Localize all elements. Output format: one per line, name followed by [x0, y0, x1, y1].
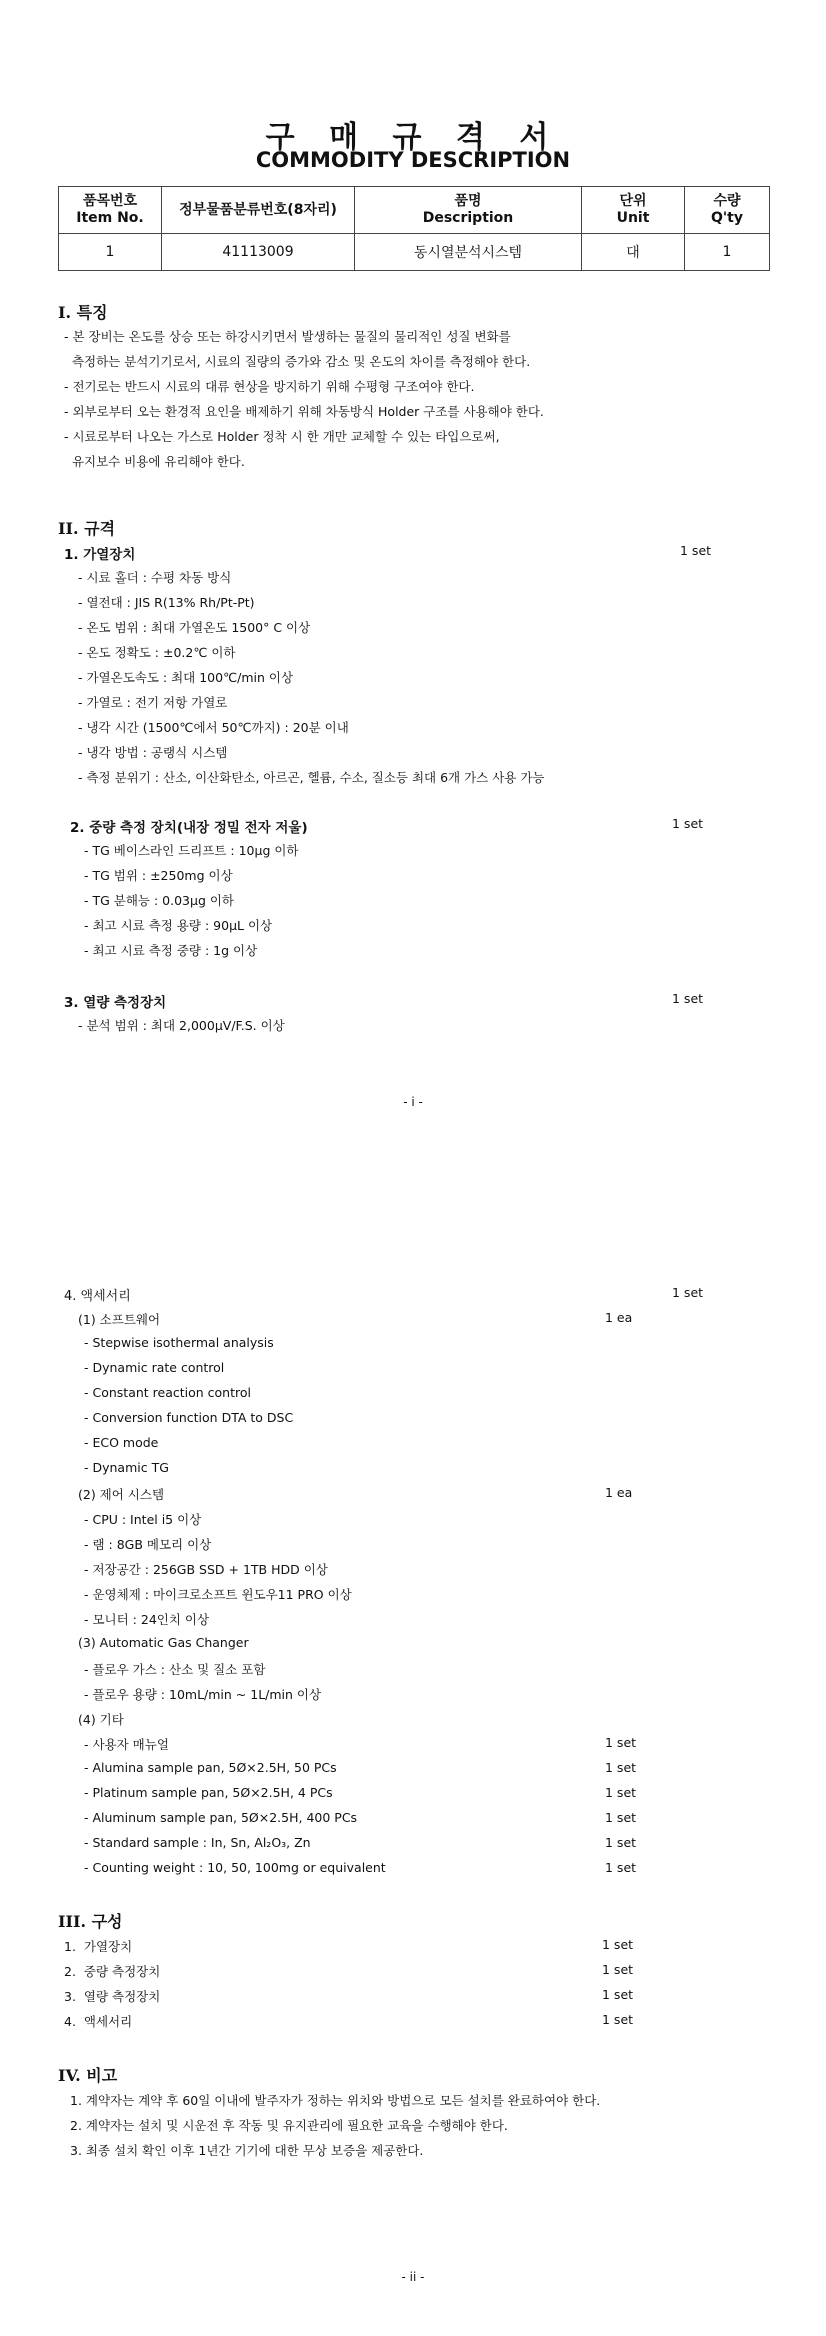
composition-item-qty: 1 set [602, 1987, 634, 2002]
features-line: - 시료로부터 나오는 가스로 Holder 정착 시 한 개만 교체할 수 있는 타입으로써, [64, 429, 500, 444]
etc-item-qty: 1 set [605, 1735, 637, 1750]
etc-item: - Standard sample : In, Sn, Al₂O₃, Zn [84, 1835, 311, 1850]
weight-line: - 최고 시료 측정 용량 : 90μL 이상 [84, 918, 273, 933]
remarks-line: 1. 계약자는 계약 후 60일 이내에 발주자가 정하는 위치와 방법으로 모든 설치를 완료하여야 한다. [70, 2093, 601, 2108]
section-features-title: I. 특징 [58, 303, 108, 322]
header-qty: 수량 Q'ty [685, 187, 770, 234]
etc-item-qty: 1 set [605, 1860, 637, 1875]
heater-line: - 열전대 : JIS R(13% Rh/Pt-Pt) [78, 595, 255, 610]
header-item-no: 품목번호 Item No. [59, 187, 162, 234]
accessory-title: 4. 액세서리 [64, 1289, 131, 1304]
heat-qty: 1 set [672, 991, 704, 1006]
software-line: - Constant reaction control [84, 1385, 251, 1400]
features-line: - 전기로는 반드시 시료의 대류 현상을 방지하기 위해 수평형 구조여야 한다. [64, 379, 475, 394]
heater-qty: 1 set [680, 543, 712, 558]
etc-item-qty: 1 set [605, 1835, 637, 1850]
control-qty: 1 ea [605, 1485, 633, 1500]
accessory-qty: 1 set [672, 1285, 704, 1300]
cell-class-no: 41113009 [162, 234, 355, 271]
cell-unit: 대 [582, 234, 685, 271]
control-line: - 저장공간 : 256GB SSD + 1TB HDD 이상 [84, 1562, 328, 1577]
section-spec-title: II. 규격 [58, 519, 116, 538]
etc-title: (4) 기타 [78, 1712, 124, 1727]
control-line: - 램 : 8GB 메모리 이상 [84, 1537, 212, 1552]
table-row [59, 234, 770, 271]
software-title: (1) 소프트웨어 [78, 1312, 161, 1327]
cell-description: 동시열분석시스템 [355, 234, 582, 271]
control-title: (2) 제어 시스템 [78, 1487, 165, 1502]
header-unit: 단위 Unit [582, 187, 685, 234]
features-line: 측정하는 분석기기로서, 시료의 질량의 증가와 감소 및 온도의 차이를 측정해야 한다. [64, 354, 531, 369]
control-line: - 운영체제 : 마이크로소프트 윈도우11 PRO 이상 [84, 1587, 352, 1602]
section-remarks-title: IV. 비고 [58, 2066, 118, 2085]
document-title-korean: 구 매 규 격 서 [265, 120, 561, 155]
composition-item-qty: 1 set [602, 2012, 634, 2027]
heater-title: 1. 가열장치 [64, 547, 136, 563]
weight-line: - TG 베이스라인 드리프트 : 10μg 이하 [84, 843, 299, 858]
features-line: - 본 장비는 온도를 상승 또는 하강시키면서 발생하는 물질의 물리적인 성질 변화를 [64, 329, 511, 344]
weight-title: 2. 중량 측정 장치(내장 정밀 전자 저울) [70, 820, 308, 836]
remarks-line: 2. 계약자는 설치 및 시운전 후 작동 및 유지관리에 필요한 교육을 수행해야 한다. [70, 2118, 508, 2133]
heater-line: - 가열온도속도 : 최대 100℃/min 이상 [78, 670, 294, 685]
heater-line: - 가열로 : 전기 저항 가열로 [78, 695, 228, 710]
weight-qty: 1 set [672, 816, 704, 831]
cell-qty: 1 [685, 234, 770, 271]
gas-line: - 플로우 가스 : 산소 및 질소 포함 [84, 1662, 266, 1677]
software-line: - ECO mode [84, 1435, 159, 1450]
software-line: - Dynamic TG [84, 1460, 169, 1475]
software-line: - Dynamic rate control [84, 1360, 225, 1375]
gas-title: (3) Automatic Gas Changer [78, 1635, 249, 1650]
features-line: - 외부로부터 오는 환경적 요인을 배제하기 위해 차동방식 Holder 구조를 사용해야 한다. [64, 404, 544, 419]
software-qty: 1 ea [605, 1310, 633, 1325]
header-class-no: 정부물품분류번호(8자리) [162, 187, 355, 234]
heater-line: - 측정 분위기 : 산소, 이산화탄소, 아르곤, 헬륨, 수소, 질소등 최대 6개 가스 사용 가능 [78, 770, 545, 785]
weight-line: - TG 분해능 : 0.03μg 이하 [84, 893, 235, 908]
software-line: - Conversion function DTA to DSC [84, 1410, 294, 1425]
heat-line: - 분석 범위 : 최대 2,000μV/F.S. 이상 [78, 1018, 285, 1033]
page-number-1: - i - [403, 1095, 423, 1109]
document-title-english: COMMODITY DESCRIPTION [255, 148, 571, 172]
etc-item: - Aluminum sample pan, 5Ø×2.5H, 400 PCs [84, 1810, 358, 1825]
software-line: - Stepwise isothermal analysis [84, 1335, 274, 1350]
page-number-2: - ii - [401, 2270, 425, 2284]
cell-item-no: 1 [59, 234, 162, 271]
composition-item-qty: 1 set [602, 1937, 634, 1952]
control-line: - CPU : Intel i5 이상 [84, 1512, 202, 1527]
weight-line: - 최고 시료 측정 중량 : 1g 이상 [84, 943, 258, 958]
composition-item-qty: 1 set [602, 1962, 634, 1977]
commodity-table [58, 186, 770, 271]
etc-item: - 사용자 매뉴얼 [84, 1737, 169, 1752]
heater-line: - 온도 정확도 : ±0.2℃ 이하 [78, 645, 236, 660]
composition-item: 2. 중량 측정장치 [64, 1964, 161, 1979]
etc-item-qty: 1 set [605, 1760, 637, 1775]
heat-title: 3. 열량 측정장치 [64, 995, 167, 1011]
composition-item: 4. 액세서리 [64, 2014, 133, 2029]
etc-item-qty: 1 set [605, 1810, 637, 1825]
etc-item-qty: 1 set [605, 1785, 637, 1800]
control-line: - 모니터 : 24인치 이상 [84, 1612, 210, 1627]
heater-line: - 냉각 방법 : 공랭식 시스템 [78, 745, 228, 760]
heater-line: - 냉각 시간 (1500℃에서 50℃까지) : 20분 이내 [78, 720, 349, 735]
etc-item: - Alumina sample pan, 5Ø×2.5H, 50 PCs [84, 1760, 337, 1775]
features-line: 유지보수 비용에 유리해야 한다. [64, 454, 245, 469]
composition-item: 1. 가열장치 [64, 1939, 133, 1954]
etc-item: - Platinum sample pan, 5Ø×2.5H, 4 PCs [84, 1785, 333, 1800]
composition-item: 3. 열량 측정장치 [64, 1989, 161, 2004]
table-header-row [59, 187, 770, 234]
weight-line: - TG 범위 : ±250mg 이상 [84, 868, 233, 883]
section-composition-title: III. 구성 [58, 1912, 123, 1931]
heater-line: - 온도 범위 : 최대 가열온도 1500° C 이상 [78, 620, 311, 635]
heater-line: - 시료 홀더 : 수평 차동 방식 [78, 570, 232, 585]
etc-item: - Counting weight : 10, 50, 100mg or equivalent [84, 1860, 386, 1875]
remarks-line: 3. 최종 설치 확인 이후 1년간 기기에 대한 무상 보증을 제공한다. [70, 2143, 424, 2158]
header-description: 품명 Description [355, 187, 582, 234]
gas-line: - 플로우 용량 : 10mL/min ~ 1L/min 이상 [84, 1687, 322, 1702]
